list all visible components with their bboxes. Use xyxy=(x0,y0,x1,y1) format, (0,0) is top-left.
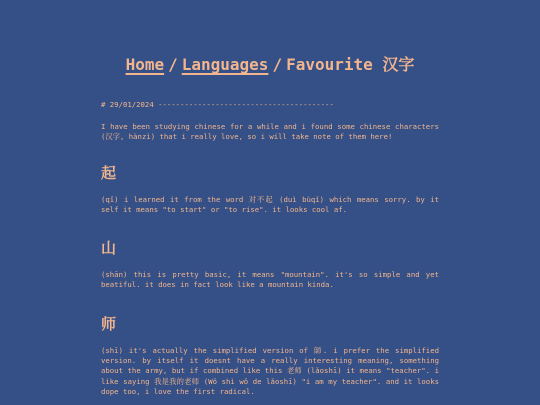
character-description-shan: (shān) this is pretty basic, it means "mountain". it's so simple and yet beatiful. it does in fact look like a mountain kinda. xyxy=(101,270,439,290)
character-heading-qi: 起 xyxy=(101,163,117,182)
breadcrumb-separator: / xyxy=(168,55,178,74)
intro-paragraph: I have been studying chinese for a while and i found some chinese characters (汉字, hànzì) that i really love, so i will take note of them here! xyxy=(101,122,439,142)
post-content xyxy=(101,100,439,397)
breadcrumb-link-languages[interactable]: Languages xyxy=(181,55,269,74)
character-heading-shan: 山 xyxy=(101,239,117,258)
page-title: Favourite 汉字 xyxy=(286,55,415,74)
character-description-shi: (shī) it's actually the simplified version of 師. i prefer the simplified version. by itself it doesnt have a really interesting meaning, something about the army, but if combined like this 老师 (lǎoshī) it means "teacher". i like saying 我是我的老师 (Wǒ shì wǒ de lǎoshī) "i am my teacher". and it looks dope too, i love the first radical. xyxy=(101,345,439,396)
breadcrumb-link-home[interactable]: Home xyxy=(125,55,165,74)
character-heading-shi: 师 xyxy=(101,314,117,333)
breadcrumb xyxy=(0,52,540,75)
post-date: # 29/01/2024 ---------------------------------------- xyxy=(101,100,334,109)
character-description-qi: (qǐ) i learned it from the word 对不起 (duì bùqǐ) which means sorry. by it self it means "to start" or "to rise". it looks cool af. xyxy=(101,194,439,214)
breadcrumb-separator: / xyxy=(272,55,283,74)
